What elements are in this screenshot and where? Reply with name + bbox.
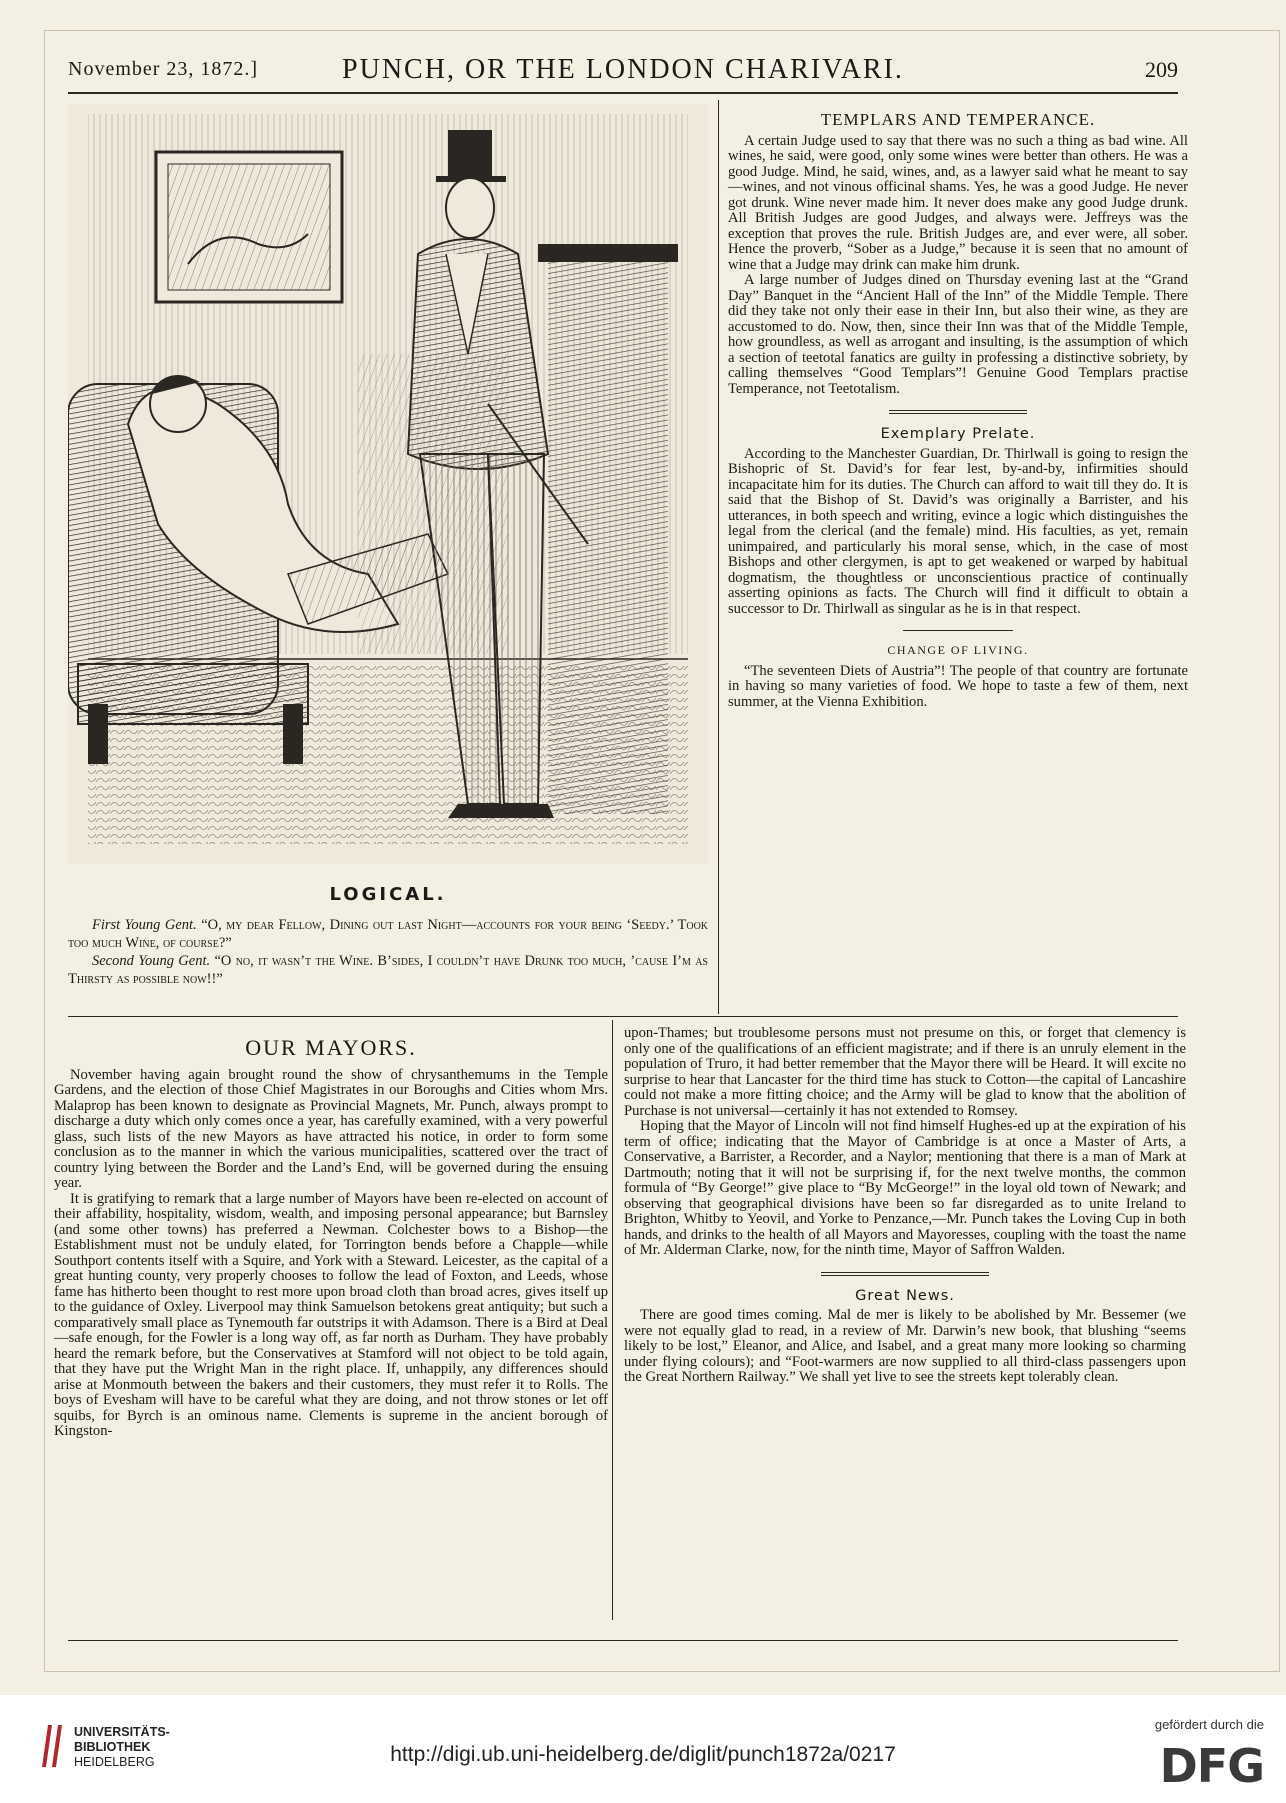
speaker-1: First Young Gent. <box>92 917 197 933</box>
speaker-1-text: “O, my dear Fellow, Dining out last Night—accounts for your being ‘Seedy.’ Took too much Wine, of course?” <box>68 917 709 951</box>
section-rule <box>68 1016 1178 1017</box>
dfg-logo: DFG <box>1159 1739 1264 1793</box>
mayors-para-4: Hoping that the Mayor of Lincoln will not find himself Hughes-ed up at the expiration of his term of office; indicating that the Mayor of Cambridge is at once a Master of Arts, a Conservative, a Barrister, a Recorder, and a Naylor; mentioning that there is a man of Mark at Dartmouth; noting that it will not be surprising if, for the next twelve months, the common formula of “By George!” give place to “By McGeorge!” in the loyal old town of Newark; and observing that geographical divisions have been so far disregarded as to unite Ireland to Brighton, Whitby to Yeovil, and Yorke to Penzance,—Mr. Punch takes the Loving Cup in both hands, and drinks to the health of all Mayors and Mayoresses, coupling with the toast the name of Mr. Alderman Clarke, now, for the ninth time, Mayor of Saffron Walden. <box>624 1118 1186 1258</box>
issue-date: November 23, 1872.] <box>68 58 259 80</box>
cartoon-illustration <box>68 104 708 864</box>
masthead-title: PUNCH, OR THE LONDON CHARIVARI. <box>342 54 904 85</box>
single-rule <box>728 625 1188 635</box>
templars-para-2: A large number of Judges dined on Thursday evening last at the “Grand Day” Banquet in the “Ancient Hall of the Inn” of the Middle Temple. There did they take not only their ease in their Inn, but also their wine, as they are accustomed to do. Now, then, since their Inn was that of the Middle Temple, how groundless, as well as arrogant and insulting, is the assumption of which a section of teetotal fanatics are guilty in professing a distinctive sobriety, by calling themselves “Good Templars”! Genuine Good Templars practise Temperance, not Teetotalism. <box>728 272 1188 397</box>
prelate-para: According to the Manchester Guardian, Dr. Thirlwall is going to resign the Bishopric of St. David’s for fear lest, by-and-by, infirmities should incapacitate him for its duties. The Church can afford to wait till they do. It is said that the Bishop of St. David’s was originally a Barrister, and his utterances, in both speech and writing, evince a logic which distinguishes the legal from the clerical (and the female) mind. His faculties, as yet, remain unimpaired, and particularly his moral sense, which, in the case of most Bishops and other clergymen, is apt to get weakened or warped by habitual dogmatism, the thoughtless or unconscientious practice of continually asserting opinions as facts. The Church will find it difficult to obtain a successor to Dr. Thirlwall as singular as he is in that respect. <box>728 445 1188 617</box>
page-header <box>68 54 1178 88</box>
cartoon-title: LOGICAL. <box>329 884 447 905</box>
bottom-rule <box>68 1640 1178 1641</box>
cartoon-caption <box>68 916 708 988</box>
column-divider-bottom <box>612 1020 613 1620</box>
templars-para-1: A certain Judge used to say that there was no such a thing as bad wine. All wines, he said, were good, only some wines were better than others. He was a good Judge. Mind, he said, wines, and, as a lawyer said what he meant to say—wines, and not vinous officinal shams. Yes, he was a good Judge. He never got drunk. Wine never made him. It never does make any good Judge drunk. All British Judges are good Judges, and always were. Jeffreys was the exception that proves the rule. British Judges are, and ever were, all sober. Hence the proverb, “Sober as a Judge,” because it is seen that no amount of wine that a Judge may drink can make him drunk. <box>728 132 1188 273</box>
mayors-para-3: upon-Thames; but troublesome persons must not presume on this, or forget that clemency is only one of the qualifications of an efficient magistrate; and if there is an unruly element in the population of Truro, it had better remember that the Mayor there will be Heard. It will excite no surprise to hear that Lancaster for the third time has stuck to Cotton—the capital of Lancashire could not make a more fitting choice; and the Army will be glad to know that the abolition of Purchase is not universal—certainly it has not extended to Romsey. <box>624 1025 1186 1119</box>
news-para: There are good times coming. Mal de mer is likely to be abolished by Mr. Bessemer (we were not equally glad to read, in a review of Mr. Darwin’s new book, that blushing “seems likely to be lost,” Eleanor, and Alice, and Isabel, and a great many more looking so charming under flying colours); and “Foot-warmers are now supplied to all third-class passengers upon the Great Northern Railway.” We shall yet live to see the streets kept tolerably clean. <box>624 1307 1186 1385</box>
double-rule-2 <box>624 1267 1186 1281</box>
header-rule <box>68 92 1178 94</box>
prelate-heading: Exemplary Prelate. <box>880 426 1036 442</box>
speaker-2-text: “O no, it wasn’t the Wine. B’sides, I couldn’t have Drunk too much, ’cause I’m as Thirsty as possible now!!” <box>68 953 708 987</box>
news-heading: Great News. <box>855 1287 955 1304</box>
viewer-footer <box>0 1695 1286 1803</box>
column-divider-top <box>718 100 719 1014</box>
permalink-url[interactable]: http://digi.ub.uni-heidelberg.de/diglit/punch1872a/0217 <box>390 1743 896 1766</box>
templars-heading: TEMPLARS AND TEMPERANCE. <box>820 110 1096 129</box>
mayors-para-2: It is gratifying to remark that a large number of Mayors have been re-elected on account of their affability, hospitality, wisdom, wealth, and imposing personal appearance; but Barnsley (and some other towns) has preferred a Newman. Colchester bows to a Bishop—the Establishment must not be unduly elated, for Torrington bends before a Chapple—while Southport contents itself with a Squire, and York with a Steward. Leicester, as the capital of a great hunting county, very properly chooses to follow the lead of Foxton, and Leeds, whose fame has hitherto been thought to rest more upon broad cloth than broad acres, gives itself up to the guidance of Oxley. Liverpool may think Samuelson betokens great antiquity; but such a comparatively small place as Tynemouth far outstrips it with Adamson. There is a Bird at Deal—safe enough, for the Fowler is a long way off, as far north as Durham. They have probably heard the remark before, but the Conservatives at Stamford will not object to be told again, that they have put the Wright Man in the right place. If, unhappily, any differences should arise at Monmouth between the bakers and their customers, they must refer it to Rolls. The boys of Evesham will have to be careful what they are doing, and not throw stones or let off squibs, for Byrch is an ominous name. Clements is supreme in the ancient borough of Kingston- <box>54 1190 608 1439</box>
left-column-bottom <box>54 1035 608 1440</box>
right-column-top <box>728 112 1188 710</box>
right-column-bottom <box>624 1026 1186 1386</box>
caption-line-1 <box>68 916 708 952</box>
library-name-line-2: BIBLIOTHEK <box>74 1740 151 1754</box>
library-name-line-3: HEIDELBERG <box>74 1755 155 1769</box>
page-number: 209 <box>1145 57 1178 82</box>
mayors-heading: OUR MAYORS. <box>245 1035 417 1060</box>
change-heading: CHANGE OF LIVING. <box>887 643 1029 657</box>
change-para: “The seventeen Diets of Austria”! The people of that country are fortunate in having so many varieties of food. We hope to taste a few of them, next summer, at the Vienna Exhibition. <box>728 662 1188 710</box>
library-name-line-1: UNIVERSITÄTS- <box>74 1725 170 1739</box>
mayors-para-1: November having again brought round the show of chrysanthemums in the Temple Gardens, and the election of those Chief Magistrates in our Boroughs and Cities whom Mrs. Malaprop has been known to designate as Provincial Magnets, Mr. Punch, always prompt to discharge a duty which only comes once a year, has carefully examined, with a very powerful glass, such lists of the new Mayors as have attracted his notice, in order to form some conclusion as to the manner in which the various municipalities, scattered over the tract of country lying between the Border and the Land’s End, will be governed during the ensuing year. <box>54 1066 608 1191</box>
caption-line-2 <box>68 952 708 988</box>
funded-by-label: gefördert durch die <box>1154 1717 1264 1732</box>
double-rule <box>728 405 1188 419</box>
speaker-2: Second Young Gent. <box>92 953 211 969</box>
